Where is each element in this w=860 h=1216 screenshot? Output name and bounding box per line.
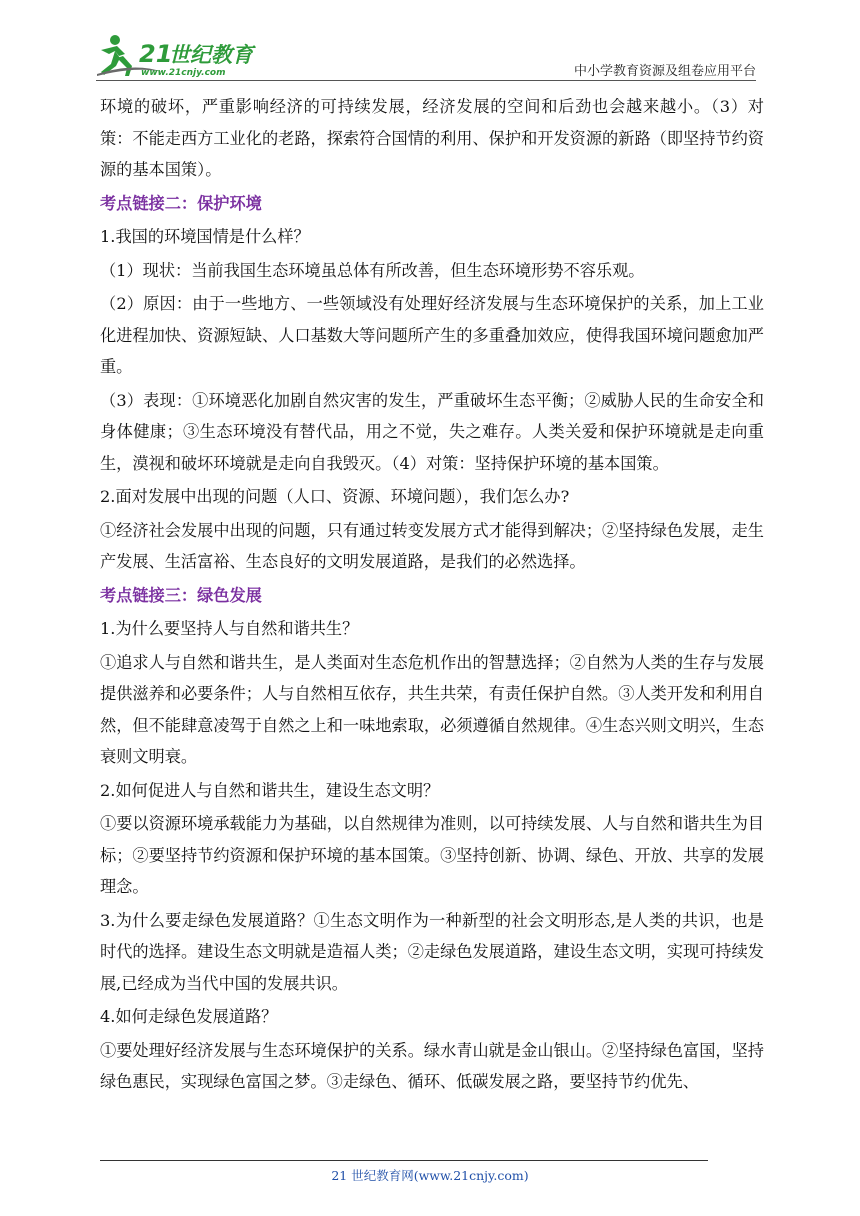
footer-divider	[100, 1160, 708, 1161]
paragraph: 2.如何促进人与自然和谐共生，建设生态文明？	[100, 780, 440, 800]
section-heading: 考点链接三：绿色发展	[100, 585, 262, 605]
header-divider	[96, 80, 756, 81]
paragraph: （3）表现：①环境恶化加剧自然灾害的发生，严重破坏生态平衡；②威胁人民的生命安全和身体健康；③生态环境没有替代品，用之不觉，失之难存。人类关爱和保护环境就是走向重生，漠视和破坏环境就是走向自我毁灭。（4）对策：坚持保护环境的基本国策。	[100, 390, 764, 473]
section-heading: 考点链接二：保护环境	[100, 193, 262, 213]
paragraph: 2.面对发展中出现的问题（人口、资源、环境问题），我们怎么办?	[100, 487, 570, 506]
platform-name: 中小学教育资源及组卷应用平台	[573, 64, 756, 79]
paragraph: 环境的破坏，严重影响经济的可持续发展，经济发展的空间和后劲也会越来越小。（3）对策：不能走西方工业化的老路，探索符合国情的利用、保护和开发资源的新路（即坚持节约资源的基本国策）。	[100, 97, 764, 179]
svg-text:21: 21	[139, 40, 173, 68]
paragraph: 1.我国的环境国情是什么样？	[100, 227, 310, 246]
site-logo	[95, 32, 265, 80]
svg-text:世纪教育: 世纪教育	[169, 43, 253, 67]
paragraph: （2）原因：由于一些地方、一些领域没有处理好经济发展与生态环境保护的关系，加上工业化进程加快、资源短缺、人口基数大等问题所产生的多重叠加效应，使得我国环境问题愈加严重。	[100, 294, 764, 376]
paragraph: ①经济社会发展中出现的问题，只有通过转变发展方式才能得到解决；②坚持绿色发展，走生产发展、生活富裕、生态良好的文明发展道路，是我们的必然选择。	[100, 520, 764, 571]
page-header	[0, 0, 860, 82]
footer-source[interactable]: 21 世纪教育网(www.21cnjy.com)	[331, 1168, 529, 1183]
paragraph: 4.如何走绿色发展道路？	[100, 1007, 278, 1026]
paragraph: （1）现状：当前我国生态环境虽总体有所改善，但生态环境形势不容乐观。	[100, 260, 645, 280]
paragraph: ①追求人与自然和谐共生，是人类面对生态危机作出的智慧选择；②自然为人类的生存与发展提供滋养和必要条件；人与自然相互依存，共生共荣，有责任保护自然。③人类开发和利用自然，但不能肆意凌驾于自然之上和一味地索取，必须遵循自然规律。④生态兴则文明兴，生态衰则文明衰。	[100, 652, 764, 766]
document-body	[100, 91, 764, 1100]
paragraph: ①要处理好经济发展与生态环境保护的关系。绿水青山就是金山银山。②坚持绿色富国，坚持绿色惠民，实现绿色富国之梦。③走绿色、循环、低碳发展之路，要坚持节约优先、	[100, 1040, 764, 1091]
paragraph: 1.为什么要坚持人与自然和谐共生？	[100, 619, 359, 638]
svg-text:www.21cnjy.com: www.21cnjy.com	[141, 68, 226, 78]
paragraph: 3.为什么要走绿色发展道路？①生态文明作为一种新型的社会文明形态,是人类的共识，也是时代的选择。建设生态文明就是造福人类；②走绿色发展道路，建设生态文明，实现可持续发展,已经成为当代中国的发展共识。	[100, 910, 764, 993]
paragraph: ①要以资源环境承载能力为基础，以自然规律为准则，以可持续发展、人与自然和谐共生为目标；②要坚持节约资源和保护环境的基本国策。③坚持创新、协调、绿色、开放、共享的发展理念。	[100, 814, 764, 896]
